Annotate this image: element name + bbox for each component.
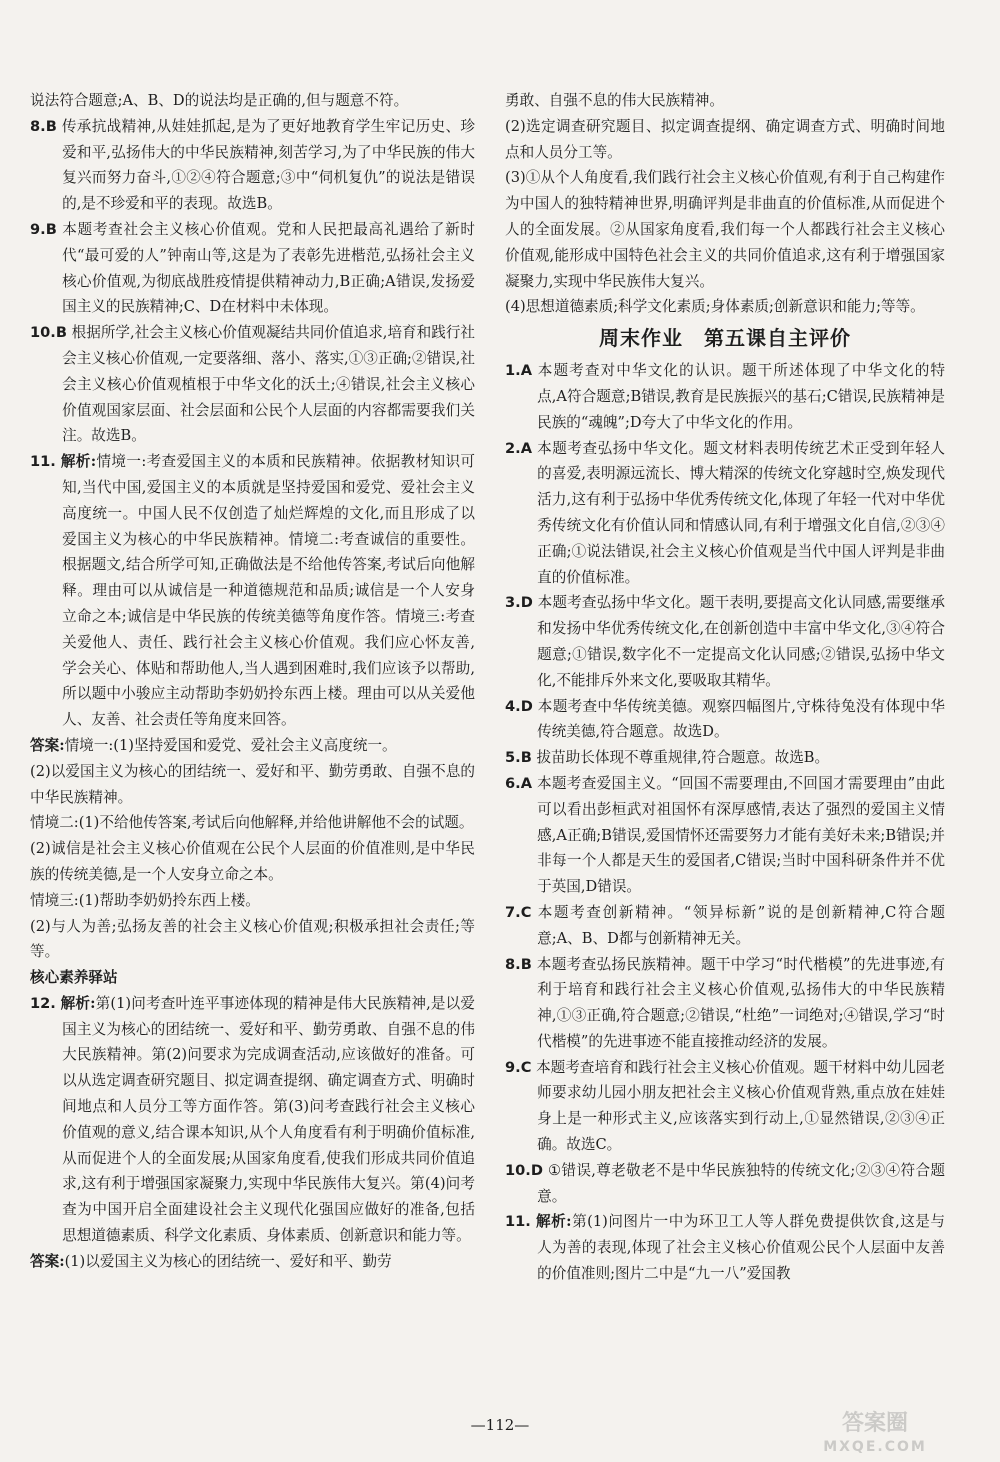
item-number: 2.A bbox=[505, 439, 532, 457]
item-text: 传承抗战精神,从娃娃抓起,是为了更好地教育学生牢记历史、珍爱和平,弘扬伟大的中华民族精神,刻苦学习,为了中华民族的伟大复兴而努力奋斗,①②④符合题意;③中“伺机复仇”的说法是错误的,是不珍爱和平的表现。故选B。 bbox=[61, 117, 476, 213]
watermark-logo bbox=[790, 1404, 960, 1456]
answer-item bbox=[505, 358, 945, 435]
item-text: 本题考查弘扬中华文化。题干表明,要提高文化认同感,需要继承和发扬中华优秀传统文化,在创新创造中丰富中华文化,③④符合题意;①错误,数字化不一定提高文化认同感;②错误,弘扬中华文化,不能排斥外来文化,要吸取其精华。 bbox=[537, 594, 946, 689]
right-column bbox=[505, 88, 945, 1287]
page-number: —112— bbox=[470, 1416, 530, 1434]
item-text: 情境三:(1)帮助李奶奶拎东西上楼。 bbox=[30, 891, 260, 909]
answer-item bbox=[505, 900, 945, 952]
item-number: 10.B bbox=[30, 324, 67, 342]
item-text: 勇敢、自强不息的伟大民族精神。 bbox=[505, 92, 724, 109]
item-text: (2)以爱国主义为核心的团结统一、爱好和平、勤劳勇敢、自强不息的中华民族精神。 bbox=[30, 762, 475, 806]
answer-text bbox=[505, 165, 945, 294]
answer-text bbox=[30, 810, 475, 836]
item-text: 第(1)问考查叶连平事迹体现的精神是伟大民族精神,是以爱国主义为核心的团结统一、爱好和平、勤劳勇敢、自强不息的伟大民族精神。第(2)问要求为完成调查活动,应该做好的准备。可以从选定调查研究题目、拟定调查提纲、确定调查方式、明确时间地点和人员分工等方面作答。第(3)问考查践行社会主义核心价值观的意义,结合课本知识,从个人角度看有利于明确价值标准,从而促进个人的全面发展;从国家角度看,使我们形成共同价值追求,这有利于增强国家凝聚力,实现中华民族伟大复兴。第(4)问考查为中国开启全面建设社会主义现代化强国应做好的准备,包括思想道德素质、科学文化素质、身体素质、创新意识和能力等。 bbox=[62, 994, 475, 1245]
answer-text bbox=[30, 836, 475, 888]
answer-text bbox=[30, 759, 475, 811]
answer-item bbox=[505, 436, 945, 591]
item-text: ①错误,尊老敬老不是中华民族独特的传统文化;②③④符合题意。 bbox=[537, 1161, 945, 1205]
item-number: 9.B bbox=[30, 220, 57, 238]
answer-text bbox=[30, 733, 475, 759]
item-number: 1.A bbox=[505, 362, 532, 380]
item-text: (2)诚信是社会主义核心价值观在公民个人层面的价值准则,是中华民族的传统美德,是一个人安身立命之本。 bbox=[30, 840, 475, 883]
item-text: 本题考查对中华文化的认识。题干所述体现了中华文化的特点,A符合题意;B错误,教育是民族振兴的基石;C错误,民族精神是民族的“魂魄”;D夸大了中华文化的作用。 bbox=[537, 362, 945, 431]
answer-item bbox=[505, 1209, 945, 1286]
item-text: 情境一:(1)坚持爱国和爱党、爱社会主义高度统一。 bbox=[64, 736, 397, 754]
item-number: 9.C bbox=[505, 1058, 532, 1076]
item-text: 本题考查社会主义核心价值观。党和人民把最高礼遇给了新时代“最可爱的人”钟南山等,这是为了表彰先进楷范,弘扬社会主义核心价值观,为彻底战胜疫情提供精神动力,B正确;A错误,发扬爱国主义的民族精神;C、D在材料中未体现。 bbox=[62, 220, 475, 316]
item-number: 10.D bbox=[505, 1161, 543, 1179]
item-text: 情境一:考查爱国主义的本质和民族精神。依据教材知识可知,当代中国,爱国主义的本质就是坚持爱国和爱党、爱社会主义高度统一。中国人民不仅创造了灿烂辉煌的文化,而且形成了以爱国主义为核心的中华民族精神。情境二:考查诚信的重要性。根据题文,结合所学可知,正确做法是不给他传答案,考试后向他解释。理由可以从诚信是一种道德规范和品质;诚信是一个人安身立命之本;诚信是中华民族的传统美德等角度作答。情境三:考查关爱他人、责任、践行社会主义核心价值观。我们应心怀友善,学会关心、体贴和帮助他人,当人遇到困难时,我们应该予以帮助,所以题中小骏应主动帮助李奶奶拎东西上楼。理由可以从关爱他人、友善、社会责任等角度来回答。 bbox=[62, 453, 476, 729]
item-text: (4)思想道德素质;科学文化素质;身体素质;创新意识和能力;等等。 bbox=[505, 298, 925, 316]
answer-item bbox=[30, 320, 475, 449]
answer-text bbox=[30, 1249, 475, 1275]
item-text: 情境二:(1)不给他传答案,考试后向他解释,并给他讲解他不会的试题。 bbox=[30, 814, 474, 832]
watermark-bottom: MXQE.COM bbox=[823, 1439, 927, 1455]
section-subheading: 核心素养驿站 bbox=[30, 969, 118, 987]
answer-item bbox=[30, 217, 475, 320]
answer-item bbox=[505, 590, 945, 693]
item-text: 说法符合题意;A、B、D的说法均是正确的,但与题意不符。 bbox=[30, 92, 409, 109]
item-number: 8.B bbox=[505, 955, 532, 973]
answer-item bbox=[505, 745, 945, 771]
item-text: (3)①从个人角度看,我们践行社会主义核心价值观,有利于自己构建作为中国人的独特精神世界,明确评判是非曲直的价值标准,从而促进个人的全面发展。②从国家角度看,我们每一个人都践行社会主义核心价值观,能形成中国特色社会主义的共同价值追求,这有利于增强国家凝聚力,实现中华民族伟大复兴。 bbox=[505, 169, 945, 290]
item-label: 答案: bbox=[30, 1252, 65, 1270]
answer-item bbox=[30, 449, 475, 733]
item-text: (2)与人为善;弘扬友善的社会主义核心价值观;积极承担社会责任;等等。 bbox=[30, 917, 475, 961]
answer-text bbox=[505, 294, 945, 320]
answer-text bbox=[505, 114, 945, 166]
item-text: 根据所学,社会主义核心价值观凝结共同价值追求,培育和践行社会主义核心价值观,一定要落细、落小、落实,①③正确;②错误,社会主义核心价值观植根于中华文化的沃土;④错误,社会主义核心价值观国家层面、社会层面和公民个人层面的内容都需要我们关注。故选B。 bbox=[62, 324, 476, 445]
item-number: 11. bbox=[505, 1213, 531, 1231]
item-label: 答案: bbox=[30, 736, 65, 754]
item-number: 4.D bbox=[505, 697, 533, 715]
section-title: 周末作业 第五课自主评价 bbox=[599, 326, 851, 351]
item-number: 8.B bbox=[30, 117, 57, 135]
item-number: 11. bbox=[30, 453, 56, 471]
item-text: 第(1)问图片一中为环卫工人等人群免费提供饮食,这是与人为善的表现,体现了社会主义核心价值观公民个人层面中友善的价值准则;图片二中是“九一八”爱国教 bbox=[537, 1213, 945, 1283]
item-text: 本题考查培育和践行社会主义核心价值观。题干材料中幼儿园老师要求幼儿园小朋友把社会主义核心价值观背熟,重点放在娃娃身上是一种形式主义,应该落实到行动上,①显然错误,②③④正确。故选C。 bbox=[536, 1058, 945, 1154]
item-text: 本题考查中华传统美德。观察四幅图片,守株待兔没有体现中华传统美德,符合题意。故选D。 bbox=[537, 697, 945, 741]
item-text: (1)以爱国主义为核心的团结统一、爱好和平、勤劳 bbox=[64, 1252, 392, 1270]
item-text: 本题考查创新精神。“领异标新”说的是创新精神,C符合题意;A、B、D都与创新精神无关。 bbox=[537, 903, 945, 947]
left-column bbox=[30, 88, 475, 1275]
item-text: 本题考查弘扬中华文化。题文材料表明传统艺术正受到年轻人的喜爱,表明源远流长、博大精深的传统文化穿越时空,焕发现代活力,这有利于弘扬中华优秀传统文化,体现了年轻一代对中华优秀传统文化有价值认同和情感认同,有利于增强文化自信,②③④正确;①说法错误,社会主义核心价值观是当代中国人评判是非曲直的价值标准。 bbox=[537, 439, 945, 586]
answer-item bbox=[505, 694, 945, 746]
item-number: 6.A bbox=[505, 774, 532, 792]
item-label: 解析: bbox=[60, 453, 97, 471]
item-label: 解析: bbox=[536, 1213, 572, 1231]
answer-text bbox=[30, 88, 475, 114]
item-number: 12. bbox=[30, 994, 56, 1012]
item-number: 7.C bbox=[505, 903, 532, 921]
item-text: 拔苗助长体现不尊重规律,符合题意。故选B。 bbox=[536, 749, 830, 767]
answer-item bbox=[30, 114, 475, 217]
item-label: 解析: bbox=[60, 994, 96, 1012]
answer-item bbox=[505, 1055, 945, 1158]
answer-item bbox=[505, 771, 945, 900]
item-number: 3.D bbox=[505, 594, 533, 612]
answer-item bbox=[505, 952, 945, 1055]
answer-item bbox=[505, 1158, 945, 1210]
item-number: 5.B bbox=[505, 749, 532, 767]
answer-text bbox=[30, 914, 475, 966]
item-text: 本题考查爱国主义。“回国不需要理由,不回国才需要理由”由此可以看出彭桓武对祖国怀有深厚感情,表达了强烈的爱国主义情感,A正确;B错误,爱国情怀还需要努力才能有美好未来;B错误;并非每一个人都是天生的爱国者,C错误;当时中国科研条件并不优于英国,D错误。 bbox=[536, 774, 945, 896]
answer-text bbox=[505, 88, 945, 114]
item-text: (2)选定调查研究题目、拟定调查提纲、确定调查方式、明确时间地点和人员分工等。 bbox=[505, 117, 945, 161]
watermark-top: 答案圈 bbox=[841, 1411, 909, 1436]
answer-item bbox=[30, 991, 475, 1249]
answer-text bbox=[30, 888, 475, 914]
item-text: 本题考查弘扬民族精神。题干中学习“时代楷模”的先进事迹,有利于培育和践行社会主义核心价值观,弘扬伟大的中华民族精神,①③正确,符合题意;②错误,“杜绝”一词绝对;④错误,学习“时代楷模”的先进事迹不能直接推动经济的发展。 bbox=[536, 955, 945, 1050]
